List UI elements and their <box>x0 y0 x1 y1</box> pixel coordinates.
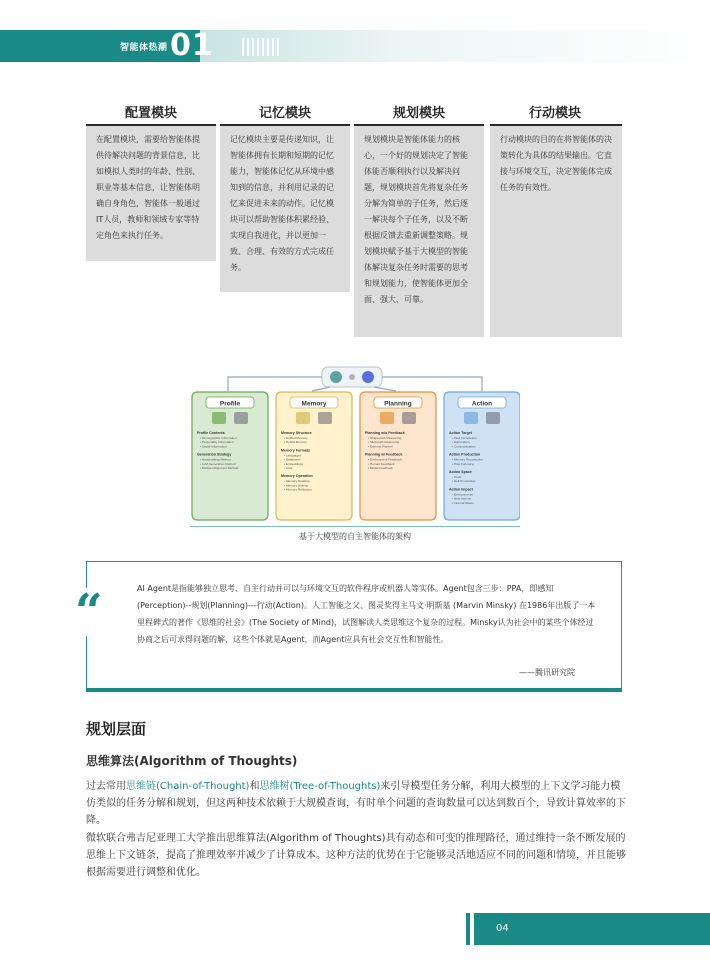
panel-item: • Databases <box>284 457 301 462</box>
panel-illustration-icon <box>486 412 500 424</box>
panel-item: • Social Information <box>200 444 227 449</box>
panel-section-heading: Action Space <box>449 470 472 474</box>
panel-item: • Self-Knowledge <box>452 479 476 484</box>
paragraph-1-text: 来引导模型任务分解，利用大模型的上下文学习能力模仿类似的任务分解和规划，但这两种技术依赖于大规模查询，有时单个问题的查询数量可以达到数百个，导致计算效率的下降。 <box>86 781 626 826</box>
panel-item: • Hybrid Memory <box>284 440 307 445</box>
panel-item: • Tools <box>452 475 462 479</box>
header-label: 智能体热潮 <box>120 43 168 53</box>
panel-title: Profile <box>219 400 241 408</box>
section-subheading: 思维算法(Algorithm of Thoughts) <box>86 754 298 768</box>
module-text-config: 在配置模块，需要给智能体提供待解决问题的背景信息，比如模拟人类时的年龄、性别、职业等基本信息，让智能体明确自身角色，智能体一般通过IT人员，教师和领域专家等特定角色来执行任务。 <box>86 126 216 261</box>
quote-text: AI Agent是指能够独立思考、自主行动并可以与环境交互的软件程序或机器人等实体。Agent包含三步：PPA，即感知(Perception)--规划(Planning)---行动(Action)。人工智能之父、图灵奖得主马文·明斯基 (Marvin Minsky) 在1986年出版了一本里程碑式的著作《思维的社会》(The Society of Mind)，试图解读人类思维这个复杂的过程。Minsky认为社会中的某些个体经过协商之后可求得问题的解，这些个体就是Agent，而Agent应具有社会交互性和智能性。 <box>137 584 596 644</box>
module-title-planning: 规划模块 <box>392 106 445 121</box>
section-heading: 规划层面 <box>86 720 147 738</box>
panel-illustration-icon <box>234 412 248 424</box>
panel-section-heading: Profile Contents <box>197 431 225 435</box>
module-text-memory: 记忆模块主要是传递知识，让智能体拥有长期和短期的记忆能力，智能体记忆从环境中感知到的信息，并利用记录的记忆来促进未来的动作。记忆模块可以帮助智能体积累经验、实现自我进化，并以更加一致、合理、有效的方式完成任务。 <box>220 126 350 292</box>
footer-band <box>466 913 710 945</box>
connector-arrow <box>374 387 396 391</box>
link-icon <box>349 374 355 380</box>
panel-illustration-icon <box>296 412 310 424</box>
panel-item: • Personality Information <box>200 440 234 445</box>
panel-item: • Internal States <box>452 500 474 505</box>
panel-item: • Embeddings <box>284 461 304 466</box>
panel-item: • Languages <box>284 453 302 458</box>
cot-link[interactable]: 思维链(Chain-of-Thought) <box>126 781 250 792</box>
footer-strip <box>466 913 470 945</box>
figure-caption: 基于大模型的自主智能体的架构 <box>299 532 411 541</box>
connector-arrow <box>382 377 482 391</box>
panel-item: • External Planner <box>368 444 393 449</box>
page-number: 04 <box>496 923 509 934</box>
paragraph-1-text: 过去常用 <box>86 781 126 792</box>
module-text-planning: 规划模块是智能体能力的核心，一个好的规划决定了智能体能否顺利执行以及解决问题，规划模块首先将复杂任务分解为简单的子任务，然后逐一解决每个子任务，以及不断根据反馈去重新调整策略。规划模块赋予基于大模型的智能体解决复杂任务时需要的思考和规划能力，使智能体更加全面、强大、可靠。 <box>354 126 484 337</box>
panel-item: • Lists <box>284 466 293 470</box>
module-title-config: 配置模块 <box>124 106 177 121</box>
panel-item: • Plan Following <box>452 461 475 466</box>
panel-item: • Single-path Reasoning <box>368 436 402 440</box>
figure-underline <box>190 526 520 527</box>
panel-item: • Dataset Alignment Method <box>200 466 239 470</box>
module-title-action: 行动模块 <box>528 106 581 121</box>
panel-item: • Memory Reading <box>284 479 310 484</box>
connector-arrow <box>228 377 322 391</box>
panel-item: • Task Completion <box>452 436 477 440</box>
header-stripes <box>242 38 282 56</box>
panel-item: • LLM-Generation Method <box>200 461 236 466</box>
module-title-memory: 记忆模块 <box>258 106 311 121</box>
panel-item: • Demographic Information <box>200 436 237 440</box>
panel-title: Action <box>471 400 493 408</box>
panel-item: • Unified Memory <box>284 436 308 440</box>
panel-item: • Communication <box>452 444 476 449</box>
connector-arrow <box>312 387 330 391</box>
panel-item: • Exploration <box>452 440 470 445</box>
panel-illustration-icon <box>464 412 478 424</box>
paragraph-2: 微软联合弗吉尼亚理工大学推出思维算法(Algorithm of Thoughts)具有动态和可变的推理路径，通过维持一条不断发展的思维上下文链条，提高了推理效率并减少了计算成本。这种方法的优势在于它能够灵活地适应不同的问题和情境，并且能够根据需要进行调整和优化。 <box>86 833 626 878</box>
panel-item: • Memory Reflection <box>284 487 312 492</box>
panel-item: • Model Feedback <box>368 466 393 470</box>
quote-box <box>75 561 622 692</box>
panel-section-heading: Memory Operation <box>281 474 313 479</box>
panel-item: • Memory Recollection <box>452 457 483 462</box>
model-icon <box>362 371 374 383</box>
panel-section-heading: Planning w/ Feedback <box>365 452 403 457</box>
panel-illustration-icon <box>380 412 394 424</box>
panel-item: • Environment Feedback <box>368 457 402 462</box>
panel-illustration-icon <box>212 412 226 424</box>
panel-item: • Multi-path Reasoning <box>368 440 400 445</box>
header-number: 01 <box>170 28 214 63</box>
panel-item: • New Actions <box>452 496 471 501</box>
panel-title: Memory <box>301 400 327 408</box>
panel-section-heading: Generation Strategy <box>197 452 232 457</box>
quote-mark-icon: “ <box>75 584 103 640</box>
panel-section-heading: Action Impact <box>449 487 473 492</box>
brain-icon <box>330 371 342 383</box>
panel-item: • Human Feedback <box>368 461 395 466</box>
panel-illustration-icon <box>402 412 416 424</box>
panel-illustration-icon <box>318 412 332 424</box>
footer-bar <box>474 913 710 945</box>
tot-link[interactable]: 思维树(Tree-of-Thoughts) <box>259 781 381 792</box>
panel-item: • Memory Writing <box>284 483 308 488</box>
panel-item: • Handcrafting Method <box>200 457 231 462</box>
quote-source: ——腾讯研究院 <box>519 668 575 677</box>
panel-section-heading: Memory Formats <box>281 448 310 453</box>
module-text-action: 行动模块的目的在将智能体的决策转化为具体的结果输出。它直接与环境交互，决定智能体完成任务的有效性。 <box>490 126 622 337</box>
header-band <box>0 30 710 62</box>
panel-section-heading: Planning w/o Feedback <box>365 431 405 435</box>
panel-section-heading: Memory Structure <box>281 431 312 435</box>
paragraph-1-text: 和 <box>249 781 260 792</box>
panel-title: Planning <box>384 400 412 408</box>
agent-architecture-figure <box>190 365 520 523</box>
panel-item: • Environments <box>452 492 473 497</box>
panel-section-heading: Action Target <box>449 431 472 435</box>
paragraph-1 <box>86 778 626 829</box>
panel-section-heading: Action Production <box>449 452 481 457</box>
